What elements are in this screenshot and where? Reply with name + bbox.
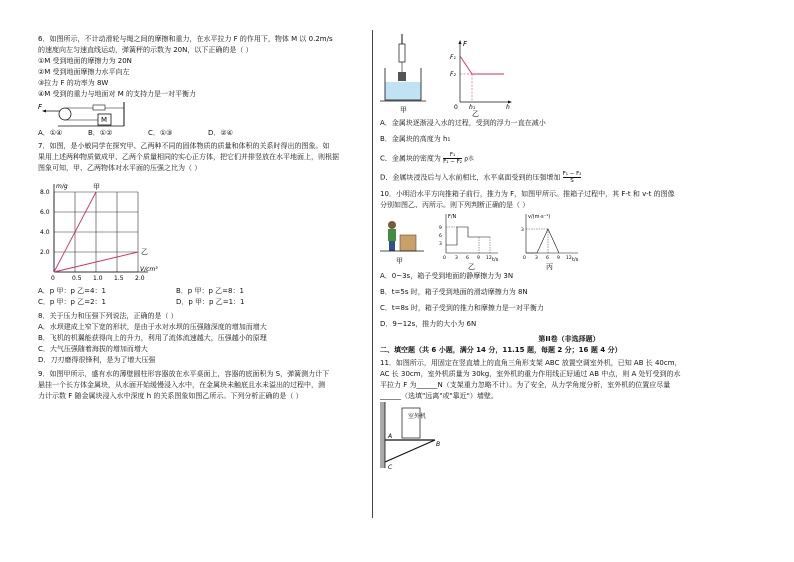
question-7 <box>38 141 368 308</box>
x-tick-label: 1.5 <box>114 275 124 282</box>
y-axis-label: m/g <box>56 183 68 190</box>
option-c: C．金属块的密度为 $\frac{\text{F₁}}{\text{F₁ − F₂}}$ ρ水 <box>380 152 475 165</box>
option-d: D．p 甲：p 乙=1：1 <box>176 298 245 306</box>
right-column <box>380 32 758 472</box>
q7-options-row1 <box>38 286 368 297</box>
svg-text:0: 0 <box>454 104 458 111</box>
option-d: D．②④ <box>208 129 233 137</box>
q6-line: ①M 受到地面的摩擦力为 20N <box>38 57 132 65</box>
svg-text:C: C <box>388 464 393 471</box>
svg-text:6: 6 <box>466 256 469 261</box>
y-tick-label: 6.0 <box>40 209 50 216</box>
series-label: 甲 <box>93 183 100 191</box>
q8-line: B．飞机的机翼能获得向上的升力，利用了流体流速越大，压强越小的原理 <box>38 334 267 342</box>
option-b: B．①② <box>88 129 113 137</box>
option-b: B．金属块的高度为 h₁ <box>380 135 451 143</box>
ac-bracket-diagram <box>380 402 460 472</box>
left-column <box>38 34 368 402</box>
box <box>400 235 416 251</box>
label-bing: 丙 <box>546 263 553 271</box>
svg-text:F₂: F₂ <box>450 71 456 78</box>
svg-text:12: 12 <box>566 256 572 261</box>
wall <box>380 402 385 468</box>
f-t-graph <box>439 214 499 271</box>
pulley-diagram <box>38 100 138 128</box>
x-axis-label: V/cm³ <box>140 266 158 273</box>
water <box>385 82 421 100</box>
q9-options <box>380 118 758 184</box>
pulley-figure <box>38 100 368 128</box>
q10-line: 10．小明沿水平方向推箱子前行，推力为 F，如图甲所示。推箱子过程中，其 F-t 和 v-t 的图像 <box>380 190 675 198</box>
svg-text:6: 6 <box>546 256 549 261</box>
section-2-title: 第II卷（非选择题） <box>538 335 600 343</box>
option-c: C．t=8s 时，箱子受到的推力和摩擦力是一对平衡力 <box>380 304 544 312</box>
svg-text:F: F <box>463 40 468 48</box>
q11-line: 平拉力 F 为______N（支架重力忽略不计）。为了安全，从力学角度分析，室外机的位置应尽量 <box>380 381 671 389</box>
q11-line: 11．如图所示，用固定在竖直墙上的直角三角形支架 ABC 放置空调室外机，已知 AB 长 40cm， <box>380 359 682 367</box>
q7-options-row2 <box>38 297 368 308</box>
q8-line: C．大气压强随着海拔的增加而增大 <box>38 345 148 353</box>
option-a: A．①④ <box>38 129 63 137</box>
svg-text:9: 9 <box>477 256 480 261</box>
q10-diagrams <box>380 211 620 271</box>
density-chart-wrap <box>38 174 368 286</box>
question-6 <box>38 34 368 139</box>
label-jia: 甲 <box>400 106 407 114</box>
option-c: C．p 甲：p 乙=2：1 <box>38 298 106 306</box>
option-d: D．9~12s，推力的大小为 6N <box>380 320 477 328</box>
q8-line: A．水坝建成上窄下宽的形状，是由于水对水坝的压强随深度的增加而增大 <box>38 323 267 331</box>
svg-text:h₁: h₁ <box>469 104 476 111</box>
q8-line: 8．关于压力和压强下列说法，正确的是（ ） <box>38 312 178 320</box>
force-label-F: F <box>38 103 43 111</box>
y-tick-label: 2.0 <box>40 249 50 256</box>
question-9 <box>38 369 368 402</box>
svg-text:3: 3 <box>455 256 458 261</box>
svg-text:6: 6 <box>439 234 442 239</box>
q9-figures <box>380 32 758 118</box>
svg-text:12: 12 <box>486 256 492 261</box>
q7-line: 7．如图，是小敏同学在探究甲、乙两种不同的固体物质的质量和体积的关系时得出的图象。如 <box>38 142 330 150</box>
q8-line: D．刀刃磨得很锋利，是为了增大压强 <box>38 356 156 364</box>
q9-line: 悬挂一个长方体金属块，从水面开始缓慢浸入水中，在金属块未触底且水未溢出的过程中，测 <box>38 381 325 389</box>
x-tick-label: 0 <box>51 275 55 282</box>
q11-line: AC 长 30cm，室外机质量为 30kg，室外机的重力作用线正好通过 AB 中点，则 A 处钉受到的水 <box>380 370 681 378</box>
spring-balance <box>399 44 405 62</box>
q6-options <box>38 128 368 139</box>
f-h-line <box>460 56 504 74</box>
svg-text:0: 0 <box>443 256 446 261</box>
svg-text:M: M <box>101 116 108 124</box>
x-tick-label: 0.5 <box>72 275 82 282</box>
q9-diagrams <box>380 32 580 118</box>
svg-text:A: A <box>388 433 393 440</box>
x-tick-label: 2.0 <box>135 275 145 282</box>
option-b: B．t=5s 时，箱子受到地面的滑动摩擦力为 8N <box>380 288 528 296</box>
svg-text:9: 9 <box>439 226 442 231</box>
svg-text:t/s: t/s <box>572 257 579 263</box>
svg-text:3: 3 <box>535 256 538 261</box>
svg-text:h: h <box>506 104 510 111</box>
q6-line: ④M 受到的重力与地面对 M 的支持力是一对平衡力 <box>38 90 197 98</box>
q6-line: ③拉力 F 的功率为 8W <box>38 79 109 87</box>
person-body <box>388 229 396 241</box>
q7-line: 果用上述两种物质做成甲、乙两个质量相同的实心正方体，把它们并排竖放在水平地面上，则根据 <box>38 153 339 161</box>
q11-line: ______（选填"远离"或"靠近"）墙壁。 <box>380 392 498 400</box>
svg-text:3: 3 <box>439 242 442 247</box>
svg-text:t/s: t/s <box>492 257 499 263</box>
bracket-BC <box>385 440 435 462</box>
option-a: A．0~3s，箱子受到地面的静摩擦力为 3N <box>380 272 514 280</box>
svg-text:F/N: F/N <box>448 214 457 220</box>
label-jia: 甲 <box>396 257 403 265</box>
q9-line: 9．如图甲所示，盛有水的薄壁圆柱形容器放在水平桌面上，容器的底面积为 S，弹簧测力计下 <box>38 370 330 378</box>
question-11 <box>380 358 758 472</box>
person-head <box>388 221 396 229</box>
option-c: C．①③ <box>148 129 173 137</box>
label-yi: 乙 <box>468 263 475 271</box>
y-tick-label: 8.0 <box>40 189 50 196</box>
svg-text:9: 9 <box>557 256 560 261</box>
svg-text:B: B <box>436 441 441 448</box>
q9-line: 力计示数 F 随金属块浸入水中深度 h 的关系图象如图乙所示。下列分析正确的是（ ） <box>38 392 303 400</box>
q6-line: ②M 受到地面摩擦力水平向左 <box>38 68 130 76</box>
svg-text:v/(m·s⁻¹): v/(m·s⁻¹) <box>528 214 551 220</box>
option-d: D．金属块浸没后与入水前相比，水平桌面受到的压强增加 $\frac{\text{F₁ − F₂}}{S}$ <box>380 171 582 184</box>
series-label: 乙 <box>141 248 148 256</box>
question-10 <box>380 189 758 330</box>
y-tick-label: 4.0 <box>40 229 50 236</box>
q10-figures <box>380 211 758 271</box>
q11-figure <box>380 402 758 472</box>
svg-text:F₁: F₁ <box>450 54 456 61</box>
option-a: A．p 甲：p 乙=4：1 <box>38 287 106 295</box>
question-8 <box>38 311 368 366</box>
svg-text:3: 3 <box>521 228 524 233</box>
q6-line: 的速度向左匀速直线运动，弹簧秤的示数为 20N，以下正确的是（ ） <box>38 46 253 54</box>
svg-text:室外机: 室外机 <box>408 413 427 420</box>
density-chart <box>38 174 168 286</box>
option-a: A．金属块逐渐浸入水的过程，受到的浮力一直在减小 <box>380 119 546 127</box>
label-yi: 乙 <box>472 110 479 118</box>
v-t-graph <box>521 214 579 271</box>
svg-text:0: 0 <box>523 256 526 261</box>
metal-block <box>398 72 406 81</box>
column-divider <box>372 30 373 518</box>
q6-line: 6．如图所示，不计动滑轮与绳之间的摩擦和重力，在水平拉力 F 的作用下，物体 M 以 0.2m/s <box>38 35 333 43</box>
section-2-heading: 二、填空题（共 6 小题，满分 14 分，11.15 题，每题 2 分；16 题 4 分） <box>380 346 622 354</box>
spring-scale <box>93 105 105 110</box>
q10-line: 分别如图乙、丙所示。则下列判断正确的是（ ） <box>380 201 530 209</box>
option-b: B．p 甲：p 乙=8：1 <box>176 287 244 295</box>
q7-line: 图象可知，甲、乙两物体对水平面的压强之比为（ ） <box>38 164 202 172</box>
x-tick-label: 1.0 <box>93 275 103 282</box>
